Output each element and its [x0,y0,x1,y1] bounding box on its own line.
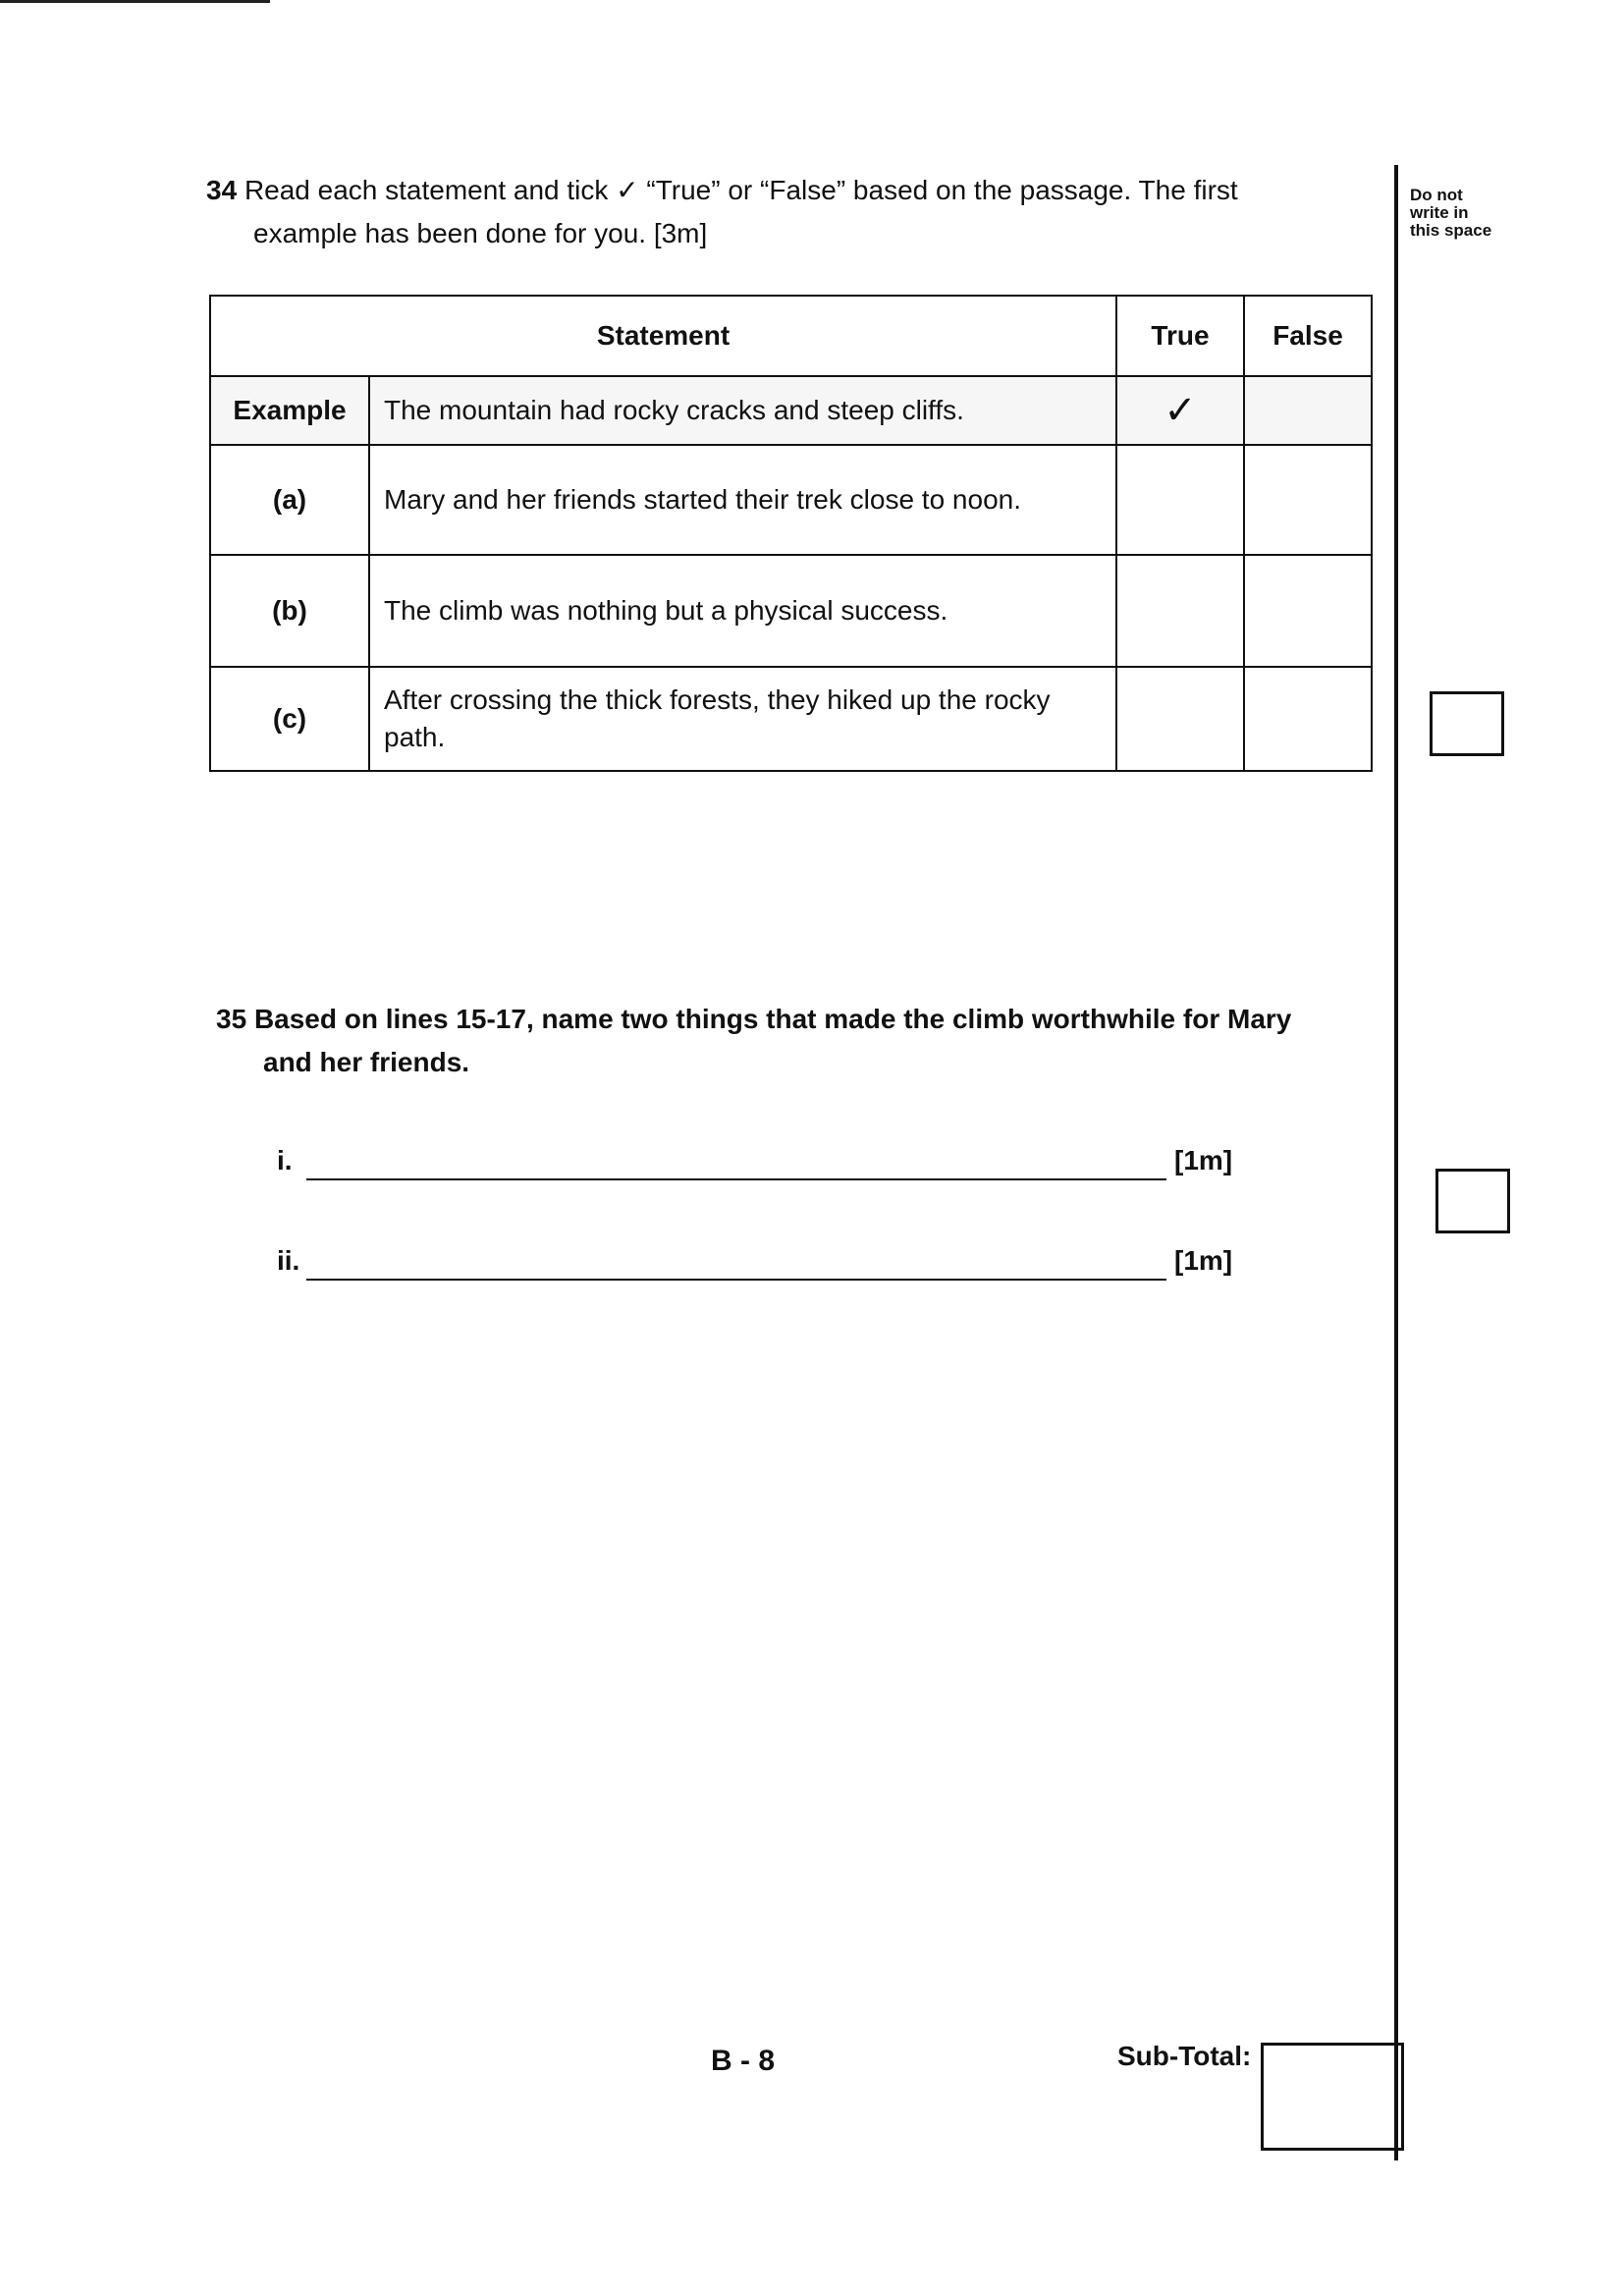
answer-rule[interactable] [306,1178,1166,1180]
true-answer-cell[interactable] [1116,667,1244,771]
table-row-b [210,555,1372,667]
page-number: B - 8 [711,2045,776,2077]
q34-number: 34 [206,175,238,205]
q35-number: 35 [216,1004,247,1034]
margin-divider-line [1394,165,1398,2160]
false-answer-cell[interactable] [1244,555,1372,667]
subtotal-label: Sub-Total: [1117,2041,1252,2071]
header-true: True [1116,296,1244,376]
answer-line-1[interactable] [277,1145,1269,1184]
question-34 [206,169,1365,255]
table-row-a [210,445,1372,555]
row-label: (a) [210,445,369,555]
false-answer-cell[interactable] [1244,445,1372,555]
false-cell [1244,376,1372,445]
true-cell [1116,376,1244,445]
q35-score-box[interactable] [1435,1169,1510,1233]
row-label: Example [210,376,369,445]
true-answer-cell[interactable] [1116,445,1244,555]
row-label: (c) [210,667,369,771]
row-label: (b) [210,555,369,667]
table-row-example [210,376,1372,445]
true-false-table [209,295,1373,772]
question-35 [216,998,1345,1084]
answer-line-2[interactable] [277,1245,1269,1285]
q35-instruction-text: Based on lines 15-17, name two things that made the climb worthwhile for Mary [253,1004,1292,1034]
q34-instruction-line-2: example has been done for you. [3m] [253,218,708,248]
q34-instruction-line-1 [206,169,1365,212]
answer-numeral: i. [277,1145,293,1175]
table-row-c [210,667,1372,771]
true-answer-cell[interactable] [1116,555,1244,667]
check-icon: ✓ [1164,389,1197,432]
header-false: False [1244,296,1372,376]
row-statement: The mountain had rocky cracks and steep cliffs. [369,376,1116,445]
answer-numeral: ii. [277,1245,300,1276]
q34-score-box[interactable] [1430,691,1504,756]
answer-rule[interactable] [306,1279,1166,1281]
answer-marks: [1m] [1174,1145,1233,1175]
subtotal-box[interactable] [1261,2043,1404,2151]
answer-marks: [1m] [1174,1245,1233,1276]
top-edge-rule [0,0,270,3]
header-statement: Statement [210,296,1116,376]
q34-instruction-text: Read each statement and tick ✓ “True” or “False” based on the passage. The first [244,175,1238,205]
margin-note: Do not write in this space [1410,186,1492,240]
row-statement: The climb was nothing but a physical success. [369,555,1116,667]
row-statement: Mary and her friends started their trek close to noon. [369,445,1116,555]
false-answer-cell[interactable] [1244,667,1372,771]
q35-instruction-line-1 [216,998,1345,1041]
table-header-row [210,296,1372,376]
row-statement: After crossing the thick forests, they hiked up the rocky path. [369,667,1116,771]
q35-instruction-line-2: and her friends. [263,1047,470,1077]
